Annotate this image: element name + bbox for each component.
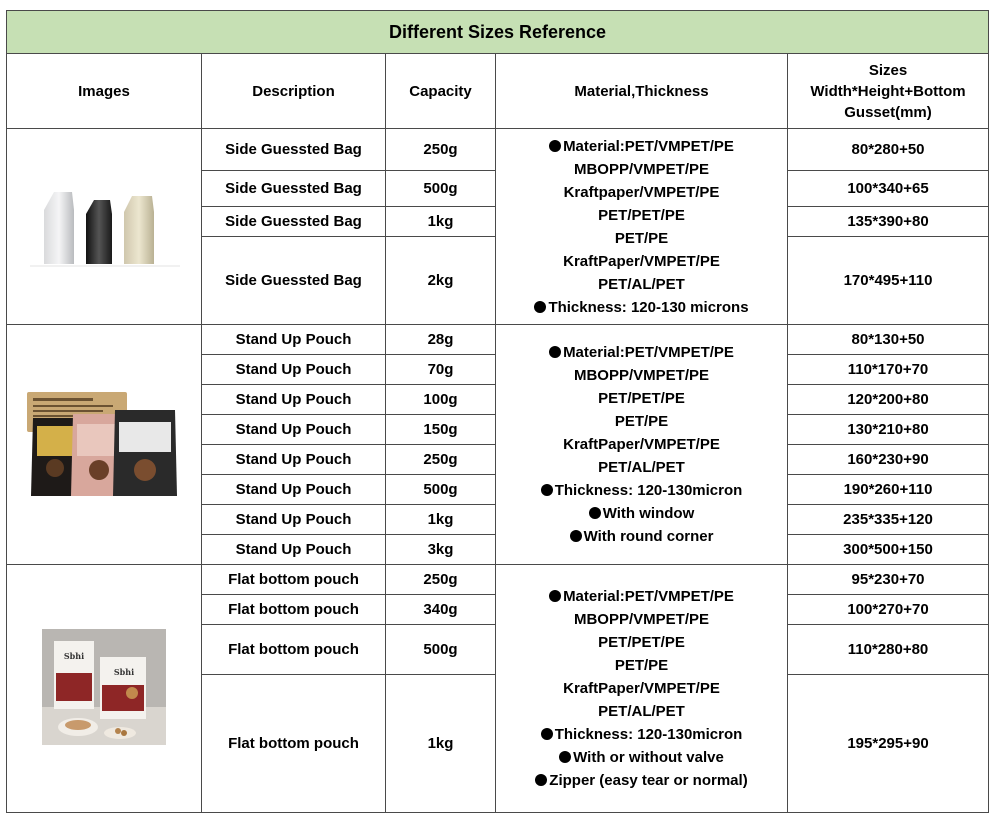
sizes-reference-table [6,10,989,813]
feature-line: Zipper (easy tear or normal) [496,769,787,792]
stand-up-size-2: 110*170+70 [788,355,989,385]
stand-up-image-cell [7,325,202,565]
feature-line: With round corner [496,525,787,548]
side-gusset-image-cell [7,129,202,325]
side-gusset-material [496,129,788,325]
bullet-icon [535,774,547,786]
material-line: Kraftpaper/VMPET/PE [563,183,720,201]
stand-up-desc-8: Stand Up Pouch [202,535,386,565]
stand-up-capacity-2: 70g [386,355,496,385]
stand-up-size-8: 300*500+150 [788,535,989,565]
side-gusset-bags-image [24,180,184,270]
table-title: Different Sizes Reference [7,11,989,54]
flat-bottom-desc-4: Flat bottom pouch [202,675,386,813]
stand-up-capacity-5: 250g [386,445,496,475]
flat-bottom-size-3: 110*280+80 [788,625,989,675]
bullet-icon [534,301,546,313]
material-line: Material:PET/VMPET/PE [496,585,787,608]
side-gusset-capacity-4: 2kg [386,237,496,325]
flat-bottom-desc-3: Flat bottom pouch [202,625,386,675]
svg-text:Sbhi: Sbhi [113,666,135,677]
flat-bottom-material [496,565,788,813]
flat-bottom-capacity-1: 250g [386,565,496,595]
material-line: Material:PET/VMPET/PE [496,341,787,364]
stand-up-capacity-1: 28g [386,325,496,355]
material-line: Material:PET/VMPET/PE [496,135,787,158]
flat-bottom-capacity-2: 340g [386,595,496,625]
flat-bottom-image-cell [7,565,202,813]
material-line: PET/PET/PE [598,634,685,651]
side-gusset-desc-2: Side Guessted Bag [202,171,386,207]
bullet-icon [570,530,582,542]
stand-up-capacity-4: 150g [386,415,496,445]
side-gusset-capacity-1: 250g [386,129,496,171]
material-line: KraftPaper/VMPET/PE [563,252,720,270]
material-line: PET/PE [614,657,669,674]
stand-up-capacity-7: 1kg [386,505,496,535]
stand-up-capacity-3: 100g [386,385,496,415]
feature-line: With window [496,502,787,525]
material-line: MBOPP/VMPET/PE [573,367,710,384]
flat-bottom-capacity-4: 1kg [386,675,496,813]
side-gusset-size-1: 80*280+50 [788,129,989,171]
bullet-icon [549,590,561,602]
stand-up-capacity-6: 500g [386,475,496,505]
flat-bottom-desc-2: Flat bottom pouch [202,595,386,625]
header-capacity: Capacity [386,54,496,129]
flat-bottom-desc-1: Flat bottom pouch [202,565,386,595]
stand-up-size-5: 160*230+90 [788,445,989,475]
stand-up-size-1: 80*130+50 [788,325,989,355]
stand-up-size-6: 190*260+110 [788,475,989,505]
material-line: PET/AL/PET [598,703,685,720]
bullet-icon [589,507,601,519]
stand-up-capacity-8: 3kg [386,535,496,565]
bullet-icon [559,751,571,763]
stand-up-desc-6: Stand Up Pouch [202,475,386,505]
material-line: PET/PET/PE [598,390,685,407]
material-line: PET/AL/PET [598,459,685,476]
thickness-line: Thickness: 120-130micron [496,479,787,502]
flat-bottom-size-1: 95*230+70 [788,565,989,595]
header-description: Description [202,54,386,129]
stand-up-size-4: 130*210+80 [788,415,989,445]
side-gusset-capacity-3: 1kg [386,207,496,237]
stand-up-material [496,325,788,565]
stand-up-size-3: 120*200+80 [788,385,989,415]
svg-text:Sbhi: Sbhi [63,650,85,661]
flat-bottom-size-2: 100*270+70 [788,595,989,625]
stand-up-desc-1: Stand Up Pouch [202,325,386,355]
stand-up-desc-4: Stand Up Pouch [202,415,386,445]
stand-up-desc-2: Stand Up Pouch [202,355,386,385]
material-line: MBOPP/VMPET/PE [573,611,710,628]
material-line: KraftPaper/VMPET/PE [563,680,720,697]
material-line: MBOPP/VMPET/PE [573,160,710,178]
side-gusset-capacity-2: 500g [386,171,496,207]
material-line: KraftPaper/VMPET/PE [563,436,720,453]
side-gusset-desc-3: Side Guessted Bag [202,207,386,237]
header-sizes-line1: Sizes [868,61,908,79]
material-line: PET/PE [614,413,669,430]
flat-bottom-capacity-3: 500g [386,625,496,675]
stand-up-desc-3: Stand Up Pouch [202,385,386,415]
header-images: Images [7,54,202,129]
bullet-icon [549,346,561,358]
header-material: Material,Thickness [496,54,788,129]
stand-up-desc-5: Stand Up Pouch [202,445,386,475]
header-sizes-line2: Width*Height+Bottom [810,82,966,100]
material-line: PET/PET/PE [598,206,685,224]
material-line: PET/AL/PET [598,275,685,293]
side-gusset-desc-1: Side Guessted Bag [202,129,386,171]
stand-up-desc-7: Stand Up Pouch [202,505,386,535]
stand-up-pouches-image [19,388,189,498]
side-gusset-size-2: 100*340+65 [788,171,989,207]
thickness-line: Thickness: 120-130micron [496,723,787,746]
bullet-icon [549,140,561,152]
thickness-line: Thickness: 120-130 microns [496,296,787,319]
material-line: PET/PE [614,229,669,247]
feature-line: With or without valve [496,746,787,769]
side-gusset-size-3: 135*390+80 [788,207,989,237]
side-gusset-desc-4: Side Guessted Bag [202,237,386,325]
side-gusset-size-4: 170*495+110 [788,237,989,325]
header-sizes-line3: Gusset(mm) [844,103,932,121]
bullet-icon [541,728,553,740]
flat-bottom-size-4: 195*295+90 [788,675,989,813]
bullet-icon [541,484,553,496]
stand-up-size-7: 235*335+120 [788,505,989,535]
flat-bottom-pouches-image [42,629,166,745]
header-sizes [788,54,989,129]
